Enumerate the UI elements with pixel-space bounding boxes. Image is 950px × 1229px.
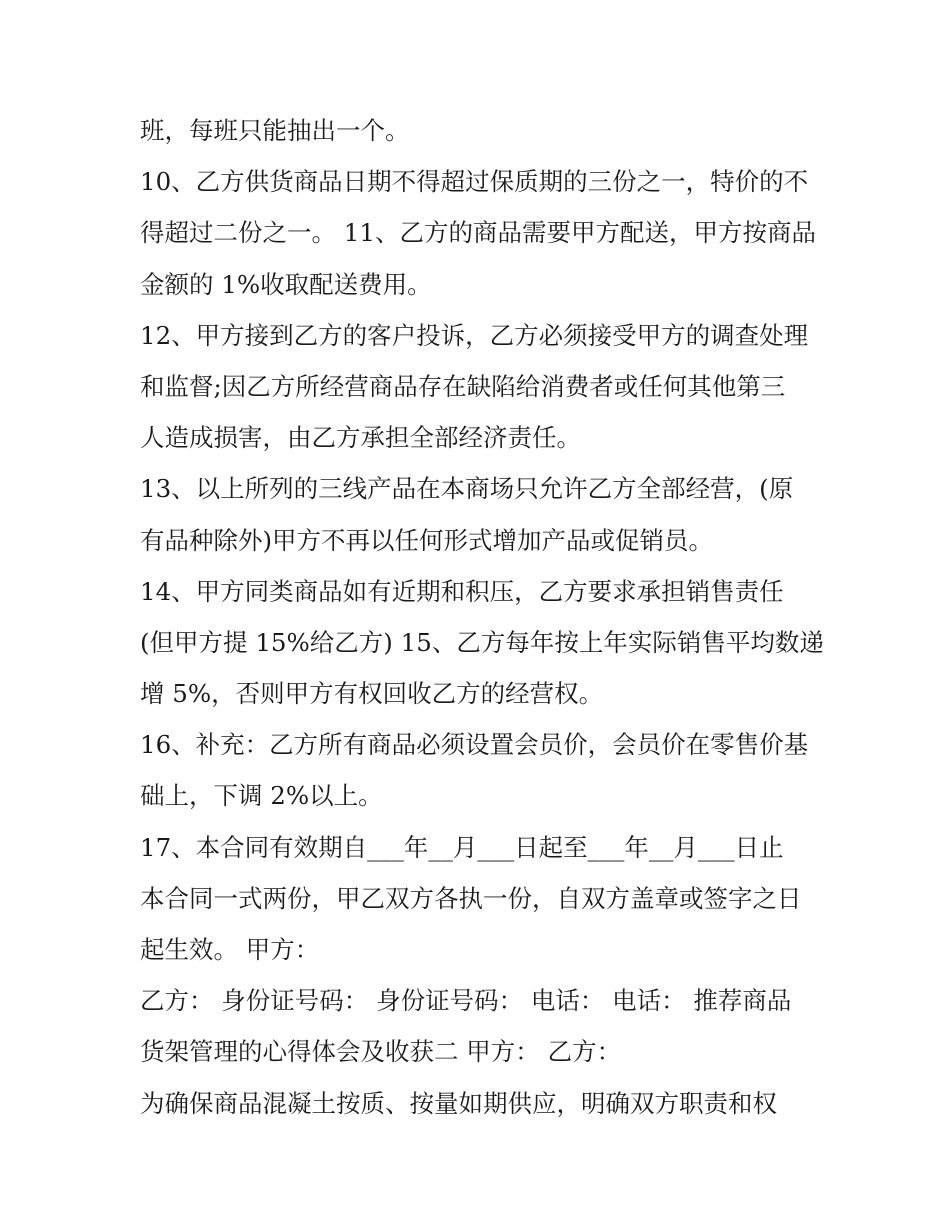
text-line: 人造成损害，由乙方承担全部经济责任。: [140, 423, 581, 453]
text-line: 金额的 1%收取配送费用。: [140, 269, 432, 299]
text-line: 有品种除外)甲方不再以任何形式增加产品或促销员。: [140, 525, 714, 555]
text-line: 17、本合同有效期自___年__月___日起至___年__月___日止: [140, 832, 784, 862]
text-line: 16、补充：乙方所有商品必须设置会员价，会员价在零售价基: [140, 730, 809, 760]
text-line: 14、甲方同类商品如有近期和积压，乙方要求承担销售责任: [140, 576, 784, 606]
text-line: 乙方： 身份证号码： 身份证号码： 电话： 电话： 推荐商品: [140, 986, 792, 1016]
text-line: 起生效。 甲方：: [140, 935, 320, 964]
text-line: 础上，下调 2%以上。: [140, 781, 383, 811]
text-line: 货架管理的心得体会及收获二 甲方： 乙方：: [140, 1037, 622, 1067]
text-line: 10、乙方供货商品日期不得超过保质期的三份之一，特价的不: [140, 167, 809, 197]
text-line: 班，每班只能抽出一个。: [140, 116, 410, 145]
text-line: 得超过二份之一。 11、乙方的商品需要甲方配送，甲方按商品: [140, 218, 816, 248]
text-line: 本合同一式两份，甲乙双方各执一份，自双方盖章或签字之日: [140, 883, 802, 913]
text-line: 13、以上所列的三线产品在本商场只允许乙方全部经营，(原: [140, 474, 794, 504]
text-line: 12、甲方接到乙方的客户投诉，乙方必须接受甲方的调查处理: [140, 320, 809, 350]
text-line: 增 5%，否则甲方有权回收乙方的经营权。: [140, 679, 604, 709]
text-line: (但甲方提 15%给乙方) 15、乙方每年按上年实际销售平均数递: [140, 627, 824, 657]
document-body: [140, 105, 830, 1129]
text-line: 和监督;因乙方所经营商品存在缺陷给消费者或任何其他第三: [140, 371, 786, 401]
text-line: 为确保商品混凝土按质、按量如期供应，明确双方职责和权: [140, 1088, 777, 1118]
